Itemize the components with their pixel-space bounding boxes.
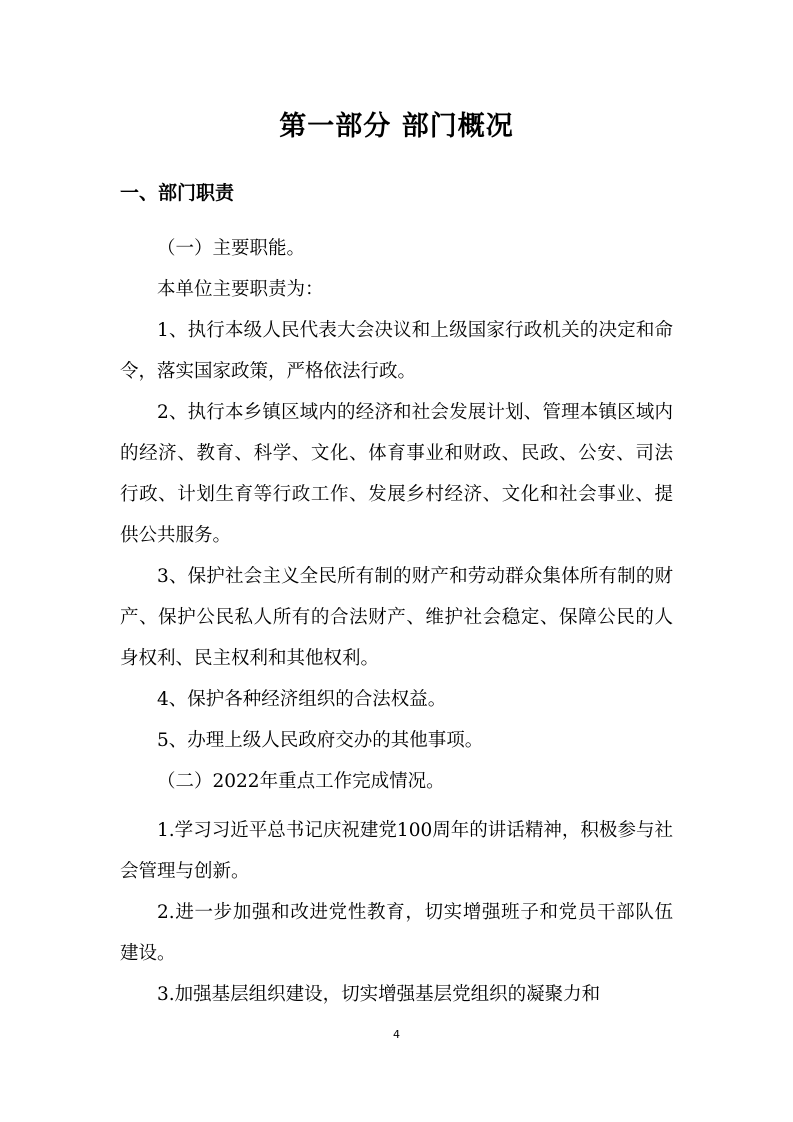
page-title: 第一部分 部门概况: [279, 111, 514, 142]
paragraph: 本单位主要职责为：: [157, 279, 324, 300]
paragraph: 1、执行本级人民代表大会决议和上级国家行政机关的决定和命令，落实国家政策，严格依法行政。: [120, 320, 673, 382]
paragraph: 3.加强基层组织建设，切实增强基层党组织的凝聚力和: [157, 984, 601, 1005]
paragraph: 4、保护各种经济组织的合法权益。: [157, 689, 447, 710]
subsection-heading: （一）主要职能。: [157, 238, 306, 259]
paragraph: 2、执行本乡镇区域内的经济和社会发展计划、管理本镇区域内的经济、教育、科学、文化、体育事业和财政、民政、公安、司法行政、计划生育等行政工作、发展乡村经济、文化和社会事业、提供公共服务。: [120, 402, 673, 546]
document-body: [120, 228, 673, 1015]
paragraph: 1.学习习近平总书记庆祝建党100周年的讲话精神，积极参与社会管理与创新。: [120, 820, 673, 882]
paragraph: 2.进一步加强和改进党性教育，切实增强班子和党员干部队伍建设。: [120, 902, 673, 964]
paragraph: 5、办理上级人民政府交办的其他事项。: [157, 730, 484, 751]
page-number: 4: [393, 1028, 400, 1041]
paragraph: 3、保护社会主义全民所有制的财产和劳动群众集体所有制的财产、保护公民私人所有的合法财产、维护社会稳定、保障公民的人身权利、民主权利和其他权利。: [120, 566, 673, 669]
subsection-heading: （二）2022年重点工作完成情况。: [157, 771, 445, 792]
section-heading: 一、部门职责: [120, 182, 235, 204]
